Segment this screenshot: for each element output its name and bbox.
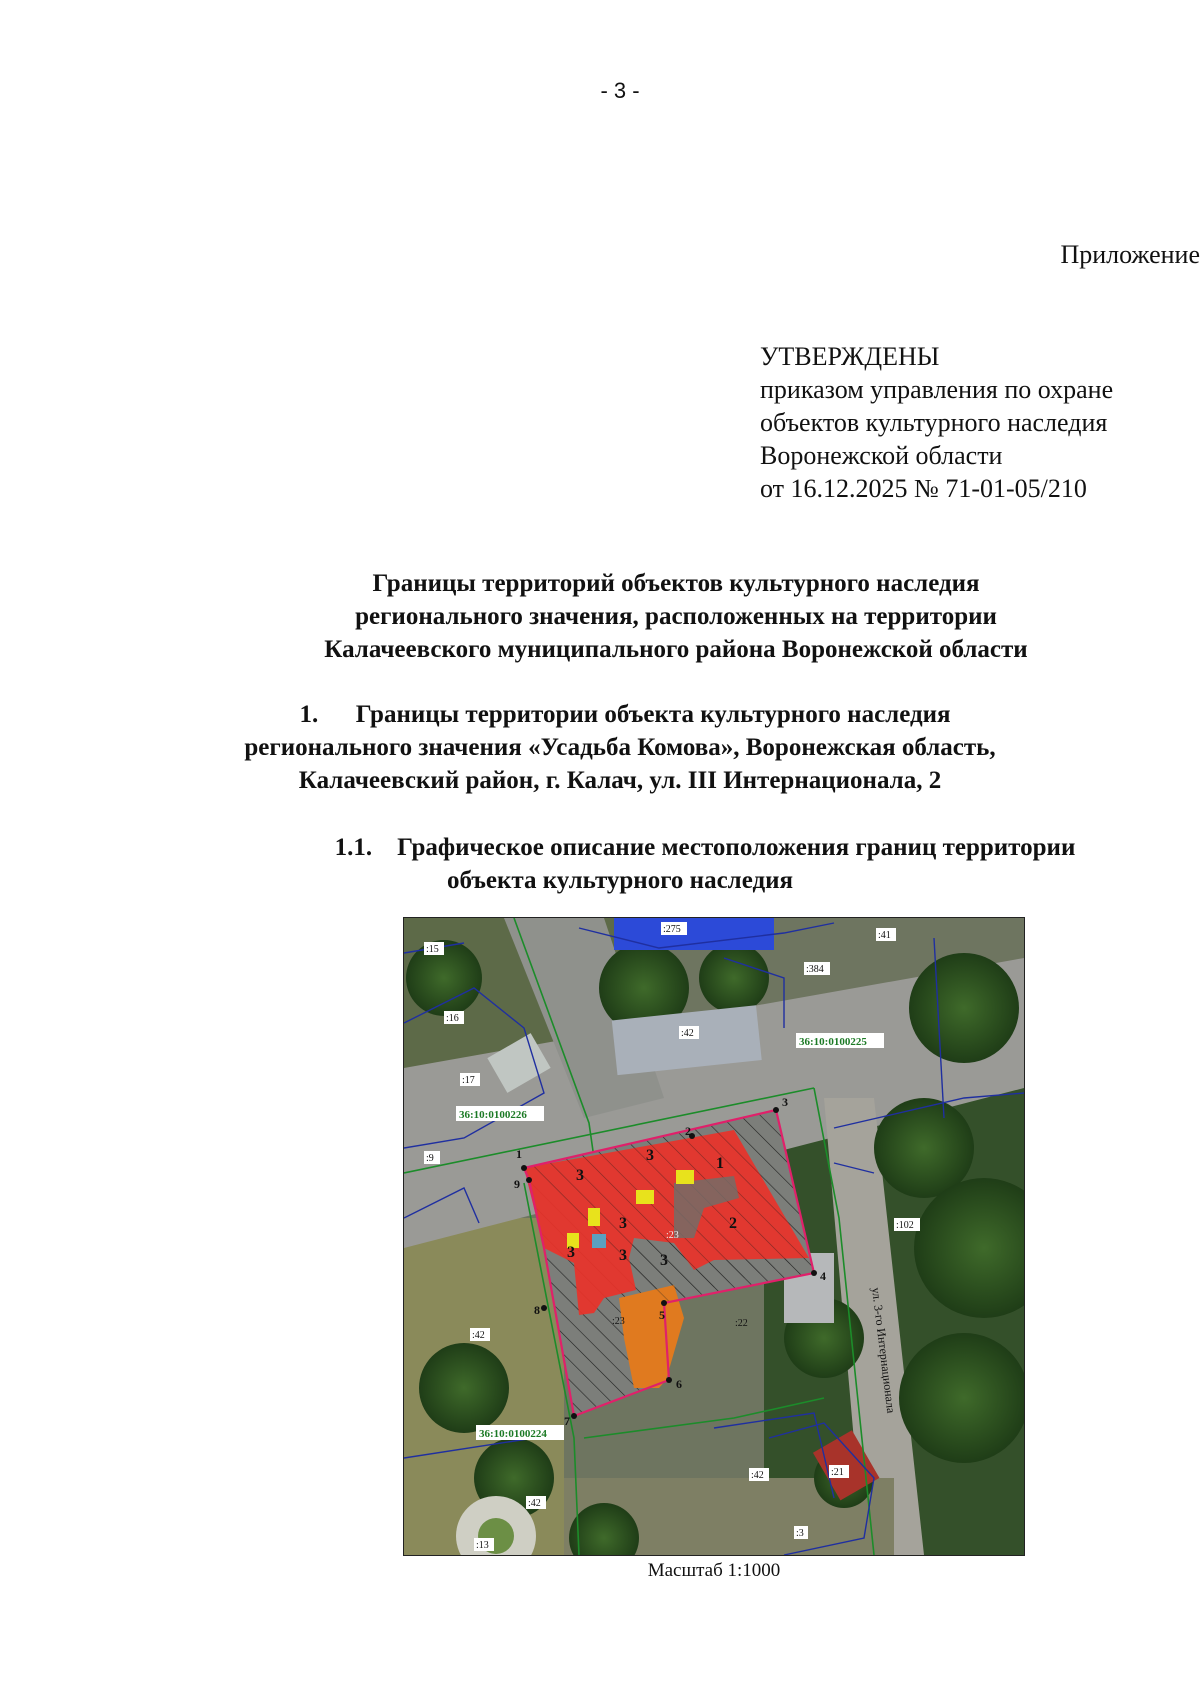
appendix-label: Приложение (1060, 240, 1200, 269)
zone-label: 2 (729, 1215, 737, 1232)
point-label: 1 (516, 1147, 522, 1161)
zone-label: 1 (716, 1155, 724, 1172)
section-heading (0, 698, 1200, 797)
cadastral-quarter-label: 36:10:0100226 (459, 1109, 527, 1121)
parcel-label: :21 (831, 1467, 844, 1478)
zone-label: 3 (576, 1167, 584, 1184)
subsection-heading-line: объекта культурного наследия (446, 867, 794, 894)
parcel-label: :17 (462, 1075, 475, 1086)
parcel-label: :42 (681, 1028, 694, 1039)
approval-block (760, 340, 1113, 505)
main-title-line: регионального значения, расположенных на территории (355, 603, 997, 630)
main-title-line: Калачеевского муниципального района Воронежской области (324, 636, 1028, 663)
cadastral-quarter-label: 36:10:0100224 (479, 1428, 547, 1440)
approval-line: Воронежской области (760, 441, 1003, 470)
zone-label: 3 (619, 1215, 627, 1232)
page-number: - 3 - (600, 78, 640, 103)
parcel-label: :15 (426, 944, 439, 955)
point-label: 8 (534, 1303, 540, 1317)
parcel-label: :23 (612, 1316, 625, 1327)
section-heading-line: регионального значения «Усадьба Комова», Воронежская область, (244, 734, 996, 761)
parcel-label: :384 (806, 964, 824, 975)
street-label: ул. 3-го Интернационала (869, 1286, 899, 1414)
parcel-label: :9 (426, 1153, 434, 1164)
point-label: 6 (676, 1377, 682, 1391)
main-title-line: Границы территорий объектов культурного наследия (372, 570, 980, 597)
approval-heading: УТВЕРЖДЕНЫ (760, 342, 940, 371)
main-title (0, 567, 1200, 666)
zone-label: 3 (619, 1247, 627, 1264)
parcel-label: :42 (528, 1498, 541, 1509)
cadastral-quarter-label: 36:10:0100225 (799, 1036, 867, 1048)
approval-line: приказом управления по охране (760, 375, 1114, 404)
parcel-label: :102 (896, 1220, 914, 1231)
parcel-label: :41 (878, 930, 891, 941)
site-map-image (404, 918, 1024, 1555)
site-map (403, 917, 1025, 1556)
parcel-label: :16 (446, 1013, 459, 1024)
subsection-heading-line: 1.1. Графическое описание местоположения границ территории (334, 834, 1076, 861)
point-label: 5 (659, 1308, 665, 1322)
section-heading-line: 1. Границы территории объекта культурного наследия (299, 701, 951, 728)
scale-label: Масштаб 1:1000 (647, 1560, 781, 1581)
approval-date-number: от 16.12.2025 № 71-01-05/210 (760, 474, 1087, 503)
point-label: 3 (782, 1095, 788, 1109)
parcel-label: :42 (751, 1470, 764, 1481)
approval-line: объектов культурного наследия (760, 408, 1108, 437)
parcel-label: :13 (476, 1540, 489, 1551)
section-heading-line: Калачеевский район, г. Калач, ул. III Интернационала, 2 (298, 767, 942, 794)
point-label: 7 (564, 1414, 570, 1428)
subsection-heading (0, 831, 1200, 897)
point-label: 2 (685, 1124, 691, 1138)
parcel-label: :22 (735, 1318, 748, 1329)
building-blue-roof (614, 918, 774, 950)
zone-label: 3 (567, 1244, 575, 1261)
point-label: 4 (820, 1269, 826, 1283)
parcel-label: :42 (472, 1330, 485, 1341)
point-label: 9 (514, 1177, 520, 1191)
zone-label: 3 (646, 1147, 654, 1164)
parcel-label: :275 (663, 924, 681, 935)
parcel-label: :23 (666, 1230, 679, 1241)
zone-label: 3 (660, 1252, 668, 1269)
parcel-label: :3 (796, 1528, 804, 1539)
